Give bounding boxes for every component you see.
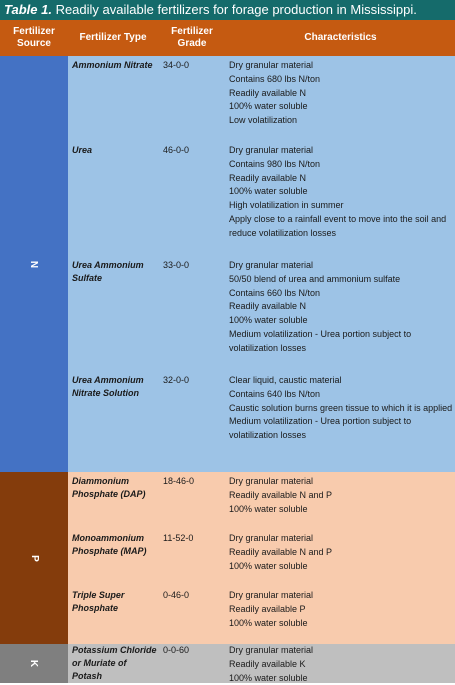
characteristic-line: 100% water soluble (229, 503, 308, 514)
characteristic-line: Contains 980 lbs N/ton (229, 158, 321, 169)
fertilizer-grade: 0-46-0 (163, 590, 190, 600)
characteristic-line: Readily available P (229, 603, 306, 614)
section-potassium (0, 644, 455, 683)
fertilizer-characteristics (229, 532, 453, 573)
characteristic-line: Dry granular material (229, 645, 314, 655)
header-type: Fertilizer Type (79, 32, 147, 43)
characteristic-line: Dry granular material (229, 590, 314, 600)
characteristic-line: Caustic solution burns green tissue to which it is applied (229, 402, 453, 413)
characteristic-line: Dry granular material (229, 60, 314, 70)
characteristic-line: Dry granular material (229, 260, 314, 270)
characteristic-line: Readily available N and P (229, 489, 333, 500)
fertilizer-type: Urea Ammonium Nitrate Solution (72, 375, 144, 398)
fertilizer-characteristics (229, 644, 453, 685)
source-label-k: K (28, 659, 40, 668)
fertilizer-characteristics (229, 59, 453, 128)
fertilizer-grade: 11-52-0 (163, 533, 194, 543)
characteristic-line: Contains 680 lbs N/ton (229, 73, 321, 84)
fertilizer-characteristics (229, 374, 453, 443)
header-characteristics: Characteristics (304, 32, 377, 43)
table-title-prefix: Table 1. (4, 2, 52, 17)
source-cell-n (0, 56, 68, 472)
fertilizer-grade: 0-0-60 (163, 645, 190, 655)
characteristic-line: Readily available K (229, 658, 306, 669)
characteristic-line: Readily available N and P (229, 546, 333, 557)
characteristic-line: 50/50 blend of urea and ammonium sulfate (229, 273, 401, 284)
characteristic-line: Contains 640 lbs N/ton (229, 388, 321, 399)
table-title-text: Readily available fertilizers for forage production in Mississippi. (55, 2, 417, 17)
characteristic-line: Medium volatilization - Urea portion subject to volatilization losses (229, 328, 412, 353)
fertilizer-type: Diammonium Phosphate (DAP) (72, 476, 146, 499)
header-grade: Fertilizer Grade (171, 26, 213, 49)
fertilizer-grade: 32-0-0 (163, 375, 190, 385)
characteristic-line: Readily available N (229, 301, 307, 312)
section-body-p (68, 472, 455, 644)
characteristic-line: Readily available N (229, 172, 307, 183)
characteristic-line: 100% water soluble (229, 186, 308, 197)
characteristic-line: Low volatilization (229, 115, 298, 126)
characteristic-line: Contains 660 lbs N/ton (229, 287, 321, 298)
source-label-n: N (28, 260, 40, 268)
characteristic-line: 100% water soluble (229, 560, 308, 571)
characteristic-line: 100% water soluble (229, 617, 308, 628)
source-label-p: P (28, 554, 40, 562)
fertilizer-characteristics (229, 475, 453, 516)
characteristic-line: Clear liquid, caustic material (229, 375, 342, 385)
table-header-row (0, 20, 455, 56)
characteristic-line: 100% water soluble (229, 315, 308, 326)
header-source: Fertilizer Source (13, 26, 55, 49)
characteristic-line: Medium volatilization - Urea portion subject to volatilization losses (229, 416, 412, 441)
section-phosphorus (0, 472, 455, 644)
fertilizer-grade: 33-0-0 (163, 260, 190, 270)
characteristic-line: Apply close to a rainfall event to move into the soil and reduce volatilization losses (229, 213, 447, 238)
source-cell-k (0, 644, 68, 683)
source-cell-p (0, 472, 68, 644)
fertilizer-type: Ammonium Nitrate (72, 60, 153, 70)
fertilizer-grade: 34-0-0 (163, 60, 190, 70)
section-nitrogen (0, 56, 455, 472)
characteristic-line: Readily available N (229, 87, 307, 98)
table-title (0, 0, 455, 20)
fertilizer-type: Monoammonium Phosphate (MAP) (72, 533, 147, 556)
fertilizer-characteristics (229, 259, 453, 356)
characteristic-line: 100% water soluble (229, 101, 308, 112)
fertilizer-type: Urea Ammonium Sulfate (72, 260, 144, 283)
fertilizer-grade: 46-0-0 (163, 145, 190, 155)
characteristic-line: Dry granular material (229, 145, 314, 155)
characteristic-line: Dry granular material (229, 533, 314, 543)
fertilizer-type: Potassium Chloride or Muriate of Potash (72, 645, 157, 681)
fertilizer-type: Triple Super Phosphate (72, 590, 125, 613)
fertilizer-characteristics (229, 144, 453, 241)
fertilizer-type: Urea (72, 145, 93, 155)
characteristic-line: Dry granular material (229, 476, 314, 486)
section-body-k (68, 644, 455, 683)
characteristic-line: 100% water soluble (229, 672, 308, 683)
characteristic-line: High volatilization in summer (229, 200, 344, 211)
fertilizer-characteristics (229, 589, 453, 630)
fertilizer-grade: 18-46-0 (163, 476, 195, 486)
section-body-n (68, 56, 455, 472)
